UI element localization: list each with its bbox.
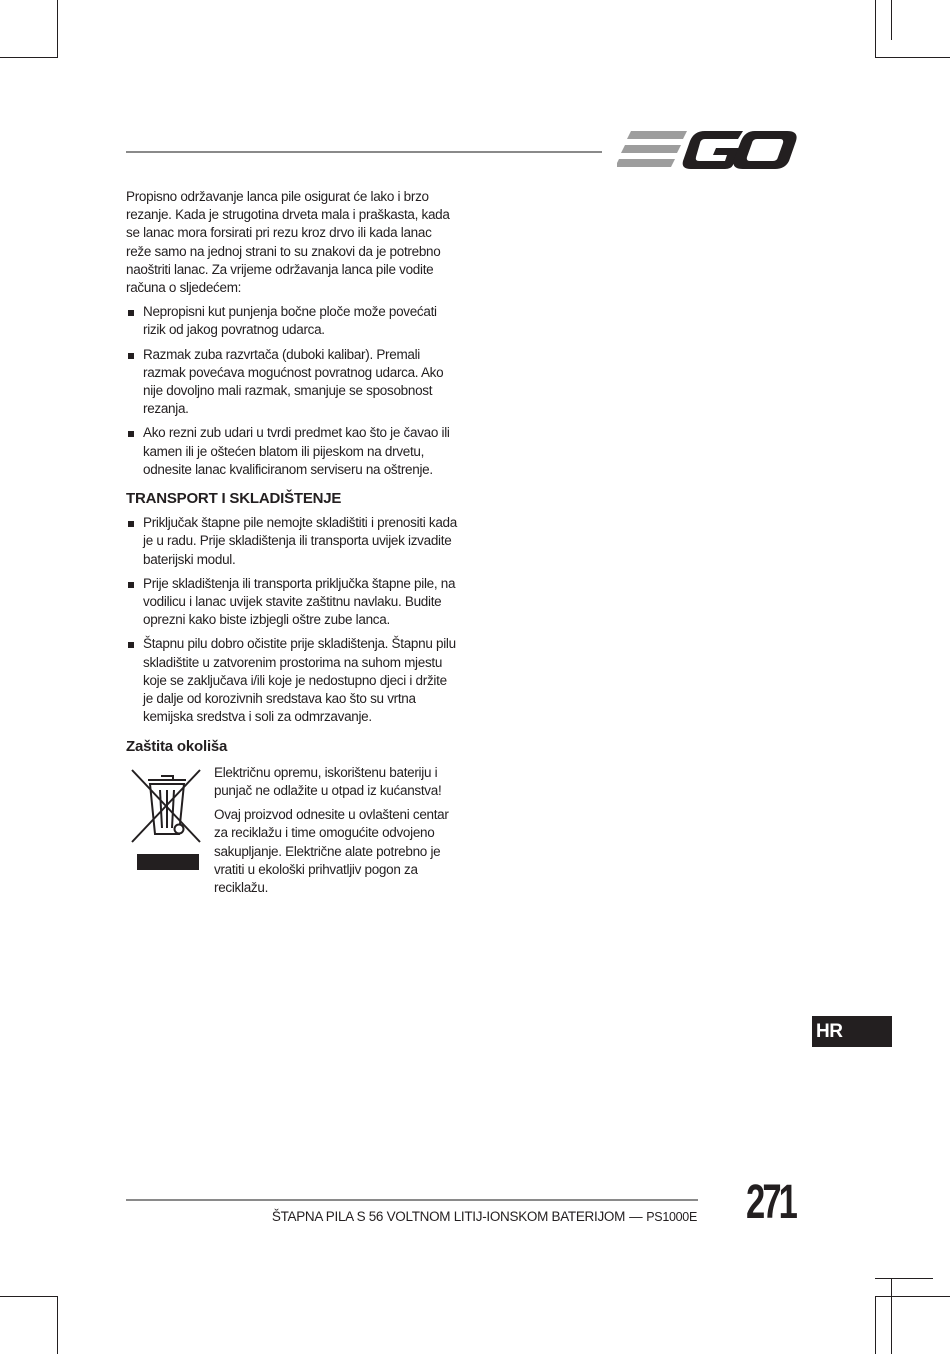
list-item: Ako rezni zub udari u tvrdi predmet kao što je čavao ili kamen ili je oštećen blatom ili pijeskom na drvetu, odnesite lanac kvalificiranom serviseru na oštrenje. (126, 424, 458, 479)
list-item: Štapnu pilu dobro očistite prije skladištenja. Štapnu pilu skladištite u zatvorenim prostorima na suhom mjestu koje se zaključava i/ili koje je nedostupno djeci i držite je dalje od korozivnih sredstava kao što su vrtna kemijska sredstva i soli za odmrzavanje. (126, 635, 458, 726)
crop-mark (891, 1278, 892, 1354)
footer-rule (126, 1199, 698, 1201)
crop-mark (57, 0, 58, 58)
crop-mark (0, 1296, 58, 1297)
page-number: 271 (746, 1176, 796, 1229)
header-rule (126, 151, 602, 153)
crop-mark (891, 0, 892, 40)
list-item: Priključak štapne pile nemojte skladištiti i prenositi kada je u radu. Prije skladištenja ili transporta uvijek izvadite baterijski modul. (126, 514, 458, 569)
environment-section (126, 764, 458, 897)
crop-mark (875, 0, 876, 58)
language-tab: HR (812, 1016, 892, 1047)
crossed-out-bin-icon (128, 766, 204, 878)
main-content (126, 188, 458, 903)
crop-mark (875, 1296, 950, 1297)
transport-heading: TRANSPORT I SKLADIŠTENJE (126, 490, 342, 508)
title-separator: — (629, 1209, 643, 1224)
transport-list (126, 514, 458, 726)
environment-text (214, 764, 454, 897)
crop-mark (0, 57, 58, 58)
intro-paragraph: Propisno održavanje lanca pile osigurat će lako i brzo rezanje. Kada je strugotina drveta mala i praškasta, kada se lanac mora forsirati pri rezu kroz drvo ili kada lanac reže samo na jednoj strani to su znakovi da je potrebno naoštriti lanac. Za vrijeme održavanja lanca pile vodite računa o sljedećem: (126, 189, 450, 296)
list-item: Nepropisni kut punjenja bočne ploče može povećati rizik od jakog povratnog udarca. (126, 303, 458, 339)
crop-mark (875, 1278, 933, 1279)
ego-logo (617, 129, 799, 171)
environment-paragraph: Ovaj proizvod odnesite u ovlašteni centar za reciklažu i time omogućite odvojeno sakupljanje. Električne alate potrebno je vratiti u ekološki prihvatljiv pogon za reciklažu. (214, 807, 449, 895)
crop-mark (57, 1296, 58, 1354)
crop-mark (875, 57, 950, 58)
maintenance-list (126, 303, 458, 479)
model-number: PS1000E (646, 1210, 697, 1224)
environment-paragraph: Električnu opremu, iskorištenu bateriju i punjač ne odlažite u otpad iz kućanstva! (214, 764, 442, 798)
crop-mark (875, 1296, 876, 1354)
list-item: Prije skladištenja ili transporta priključka štapne pile, na vodilicu i lanac uvijek stavite zaštitnu navlaku. Budite oprezni kako biste izbjegli oštre zube lanca. (126, 575, 458, 630)
product-title: ŠTAPNA PILA S 56 VOLTNOM LITIJ-IONSKOM BATERIJOM (271, 1209, 626, 1224)
list-item: Razmak zuba razvrtača (duboki kalibar). Premali razmak povećava mogućnost povratnog udarca. Ako nije dovoljno mali razmak, smanjuje se sposobnost rezanja. (126, 346, 458, 419)
environment-heading: Zaštita okoliša (126, 738, 228, 756)
footer-title (272, 1209, 697, 1224)
